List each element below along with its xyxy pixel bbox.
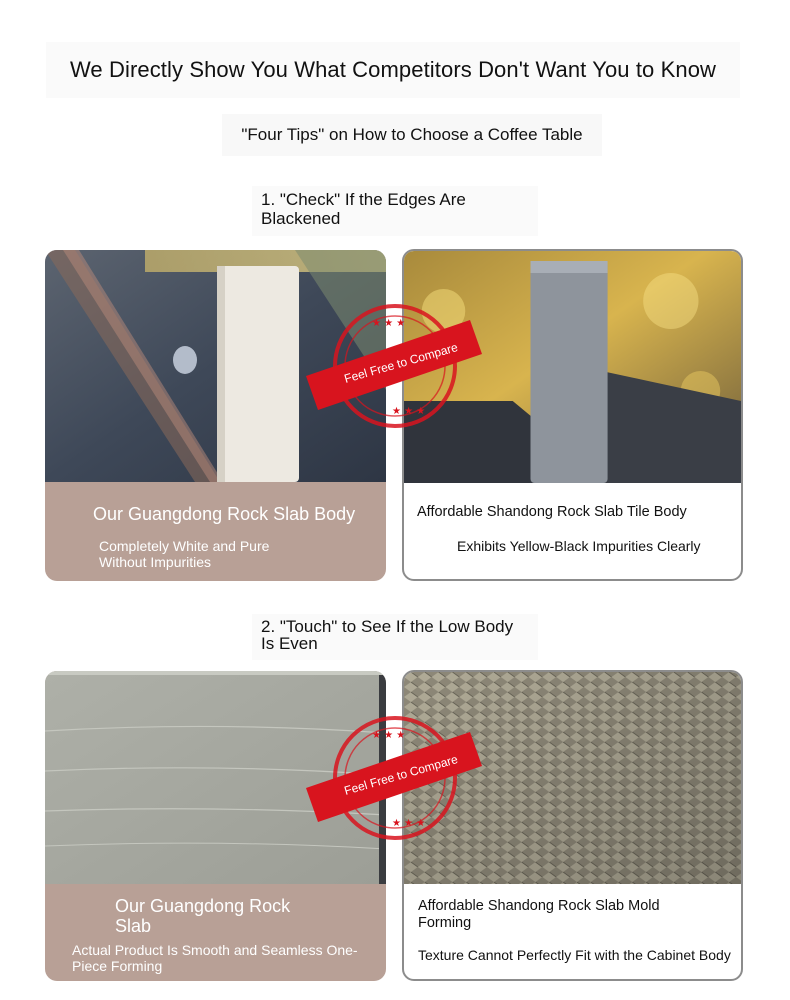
svg-text:★ ★ ★: ★ ★ ★ bbox=[392, 406, 426, 417]
svg-text:★ ★ ★: ★ ★ ★ bbox=[372, 318, 406, 329]
stamp-label: Feel Free to Compare bbox=[342, 340, 460, 386]
feel-free-to-compare-stamp bbox=[300, 712, 490, 842]
tip-1-competitor-description: Exhibits Yellow-Black Impurities Clearly bbox=[457, 538, 701, 554]
feel-free-to-compare-stamp bbox=[300, 300, 490, 430]
tip-1-our-product-description: Completely White and Pure Without Impurities bbox=[99, 538, 270, 570]
page-headline: We Directly Show You What Competitors Don't Want You to Know bbox=[46, 42, 740, 98]
stamp-label: Feel Free to Compare bbox=[342, 752, 460, 798]
tip-1-competitor-title: Affordable Shandong Rock Slab Tile Body bbox=[417, 504, 687, 520]
tip-2-competitor-description: Texture Cannot Perfectly Fit with the Cabinet Body bbox=[418, 947, 731, 963]
tip-2-competitor-title: Affordable Shandong Rock Slab Mold Forming bbox=[418, 898, 660, 931]
page-subheadline: "Four Tips" on How to Choose a Coffee Table bbox=[222, 114, 602, 156]
tip-2-our-product-description: Actual Product Is Smooth and Seamless One-Piece Forming bbox=[72, 942, 358, 974]
svg-text:★ ★ ★: ★ ★ ★ bbox=[392, 818, 426, 829]
tip-2-title: 2. "Touch" to See If the Low Body Is Even bbox=[252, 614, 538, 660]
svg-text:★ ★ ★: ★ ★ ★ bbox=[372, 730, 406, 741]
tip-1-our-product-title: Our Guangdong Rock Slab Body bbox=[93, 504, 356, 524]
tip-1-title: 1. "Check" If the Edges Are Blackened bbox=[252, 186, 538, 236]
tip-2-our-product-title: Our Guangdong Rock Slab bbox=[115, 896, 291, 936]
